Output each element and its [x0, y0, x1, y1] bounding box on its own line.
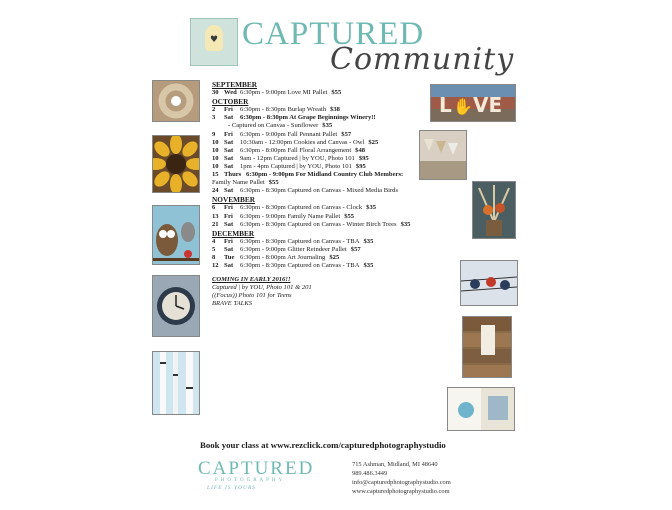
- event-price: $35: [400, 220, 411, 228]
- event-title: 6:30pm - 9:00pm Glitter Reindeer Pallet: [240, 245, 347, 253]
- event-weekday: Tue: [224, 253, 235, 261]
- event-row: [212, 262, 462, 270]
- email: info@capturedphotographystudio.com: [352, 479, 451, 486]
- phone: 989.486.3449: [352, 470, 388, 477]
- event-row: [212, 246, 462, 254]
- event-weekday: Sat: [224, 154, 234, 162]
- mixed-media-birds-image: [460, 260, 518, 306]
- event-price: $35: [366, 204, 377, 212]
- event-title: 10:30am - 12:00pm Cookies and Canvas - Owl: [240, 138, 365, 146]
- event-subtitle: Family Name Pallet: [212, 179, 265, 187]
- event-title: 1pm - 4pm Captured | by YOU, Photo 101: [240, 162, 352, 170]
- event-day: 12: [212, 262, 219, 270]
- event-day: 13: [212, 212, 219, 220]
- event-row: [212, 204, 462, 212]
- event-row: [212, 238, 462, 246]
- month-heading-september: SEPTEMBER: [212, 80, 258, 89]
- event-weekday: Sat: [224, 162, 234, 170]
- event-subline: [212, 179, 462, 187]
- logo-tree-icon: ♥: [190, 18, 238, 66]
- family-name-pallet-image: [462, 316, 512, 378]
- event-price: $95: [355, 162, 366, 170]
- art-journaling-image: [447, 387, 515, 431]
- event-weekday: Fri: [224, 130, 233, 138]
- event-weekday: Fri: [224, 204, 233, 212]
- event-day: 10: [212, 138, 219, 146]
- event-day: 2: [212, 106, 216, 114]
- event-weekday: Sat: [224, 262, 234, 270]
- event-title: 6:30pm - 8:00pm Fall Floral Arrangement: [240, 146, 352, 154]
- event-price: $25: [368, 138, 379, 146]
- coming-line: BRAVE TALKS: [212, 300, 253, 308]
- footer-logo: CAPTURED: [198, 458, 315, 479]
- event-weekday: Sat: [224, 245, 234, 253]
- event-day: 10: [212, 146, 219, 154]
- event-row: [212, 114, 462, 122]
- month-heading-december: DECEMBER: [212, 228, 255, 238]
- event-price: $35: [363, 237, 374, 245]
- coming-heading: COMING IN EARLY 2016!!: [212, 276, 291, 284]
- event-subtitle: - Captured on Canvas - Sunflower: [228, 122, 319, 130]
- coming-line: Captured | by YOU, Photo 101 & 201: [212, 284, 312, 292]
- event-price: $95: [358, 154, 369, 162]
- event-day: 3: [212, 114, 216, 122]
- event-row: [212, 106, 462, 114]
- event-day: 15: [212, 171, 219, 179]
- coming-line: ((Focus)) Photo 101 for Teens: [212, 292, 292, 300]
- event-row: [212, 147, 462, 155]
- owl-canvas-image: [152, 205, 200, 265]
- brand-subtitle: Community: [330, 42, 515, 77]
- event-day: 6: [212, 204, 216, 212]
- event-price: $57: [341, 130, 352, 138]
- event-day: 10: [212, 154, 219, 162]
- clock-canvas-image: [152, 275, 200, 337]
- event-price: $25: [329, 253, 340, 261]
- footer-logo-sub: PHOTOGRAPHY: [215, 478, 286, 483]
- event-title: 6:30pm - 8:00pm Art Journaling: [240, 253, 326, 261]
- month-heading-october: OCTOBER: [212, 97, 249, 107]
- event-row: [212, 139, 462, 147]
- event-price: $55: [331, 89, 342, 97]
- event-day: 10: [212, 162, 219, 170]
- event-day: 4: [212, 237, 216, 245]
- event-weekday: Sat: [224, 146, 234, 154]
- event-row: [212, 171, 462, 179]
- svg-text:✋: ✋: [453, 97, 473, 116]
- event-weekday: Sat: [224, 187, 234, 195]
- event-title: 9am - 12pm Captured | by YOU, Photo 101: [240, 154, 355, 162]
- event-row: [212, 155, 462, 163]
- event-price: $35: [363, 262, 374, 270]
- event-price: $55: [268, 179, 279, 187]
- event-weekday: Fri: [224, 106, 233, 114]
- event-day: 24: [212, 187, 219, 195]
- contact-block: [352, 460, 451, 496]
- event-title: 6:30pm - 9:00pm Love MI Pallet: [240, 89, 328, 97]
- event-price: $48: [355, 146, 366, 154]
- event-day: 5: [212, 245, 216, 253]
- event-title: 6:30pm - 8:30pm Captured on Canvas - Clock: [240, 204, 363, 212]
- event-weekday: Fri: [224, 237, 233, 245]
- book-class-text: Book your class at www.rezclick.com/capturedphotographystudio: [200, 440, 446, 450]
- address: 715 Ashman, Midland, MI 48640: [352, 461, 438, 468]
- event-title: 6:30pm - 9:00pm For Midland Country Club Members:: [246, 171, 404, 179]
- event-row: [212, 131, 462, 139]
- event-day: 9: [212, 130, 216, 138]
- event-weekday: Thurs: [224, 171, 242, 179]
- event-weekday: Sat: [224, 138, 234, 146]
- event-row: [212, 213, 462, 221]
- coming-soon-block: [212, 276, 462, 308]
- burlap-wreath-image: [152, 80, 200, 122]
- event-weekday: Sat: [224, 114, 234, 122]
- sunflower-canvas-image: [152, 135, 200, 193]
- event-weekday: Fri: [224, 212, 233, 220]
- class-schedule: [212, 80, 462, 309]
- event-weekday: Wed: [224, 89, 237, 97]
- svg-text:VE: VE: [473, 93, 503, 117]
- event-row: [212, 254, 462, 262]
- svg-text:L: L: [439, 93, 452, 117]
- footer-tagline: LIFE IS YOURS: [207, 485, 257, 491]
- event-title: 6:30pm - 8:30pm Captured on Canvas - TBA: [240, 262, 360, 270]
- event-price: $35: [322, 122, 333, 130]
- event-row: [212, 187, 462, 195]
- event-title: 6:30pm - 8:30pm Captured on Canvas - TBA: [240, 237, 360, 245]
- event-price: $57: [350, 245, 361, 253]
- event-price: $55: [344, 212, 355, 220]
- fall-floral-arrangement-image: [472, 181, 516, 239]
- website: www.capturedphotographystudio.com: [352, 488, 450, 495]
- event-row: [212, 89, 462, 97]
- event-title: 6:30pm - 9:00pm Fall Pennant Pallet: [240, 130, 338, 138]
- event-title: 6:30pm - 8:30pm At Grape Beginnings Winery!!: [240, 114, 376, 122]
- event-weekday: Sat: [224, 220, 234, 228]
- event-title: 6:30pm - 9:00pm Family Name Pallet: [240, 212, 341, 220]
- event-day: 21: [212, 220, 219, 228]
- event-subline: [212, 122, 462, 130]
- event-day: 8: [212, 253, 216, 261]
- event-title: 6:30pm - 8:30pm Captured on Canvas - Mixed Media Birds: [240, 187, 399, 195]
- event-row: [212, 221, 462, 229]
- event-row: [212, 163, 462, 171]
- winter-birch-image: [152, 351, 200, 415]
- event-price: $38: [330, 106, 340, 114]
- event-title: 6:30pm - 8:30pm Burlap Wreath: [240, 106, 327, 114]
- month-heading-november: NOVEMBER: [212, 195, 255, 205]
- event-title: 6:30pm - 8:30pm Captured on Canvas - Winter Birch Trees: [240, 220, 397, 228]
- brand-title: CAPTURED: [242, 16, 425, 52]
- event-day: 30: [212, 89, 219, 97]
